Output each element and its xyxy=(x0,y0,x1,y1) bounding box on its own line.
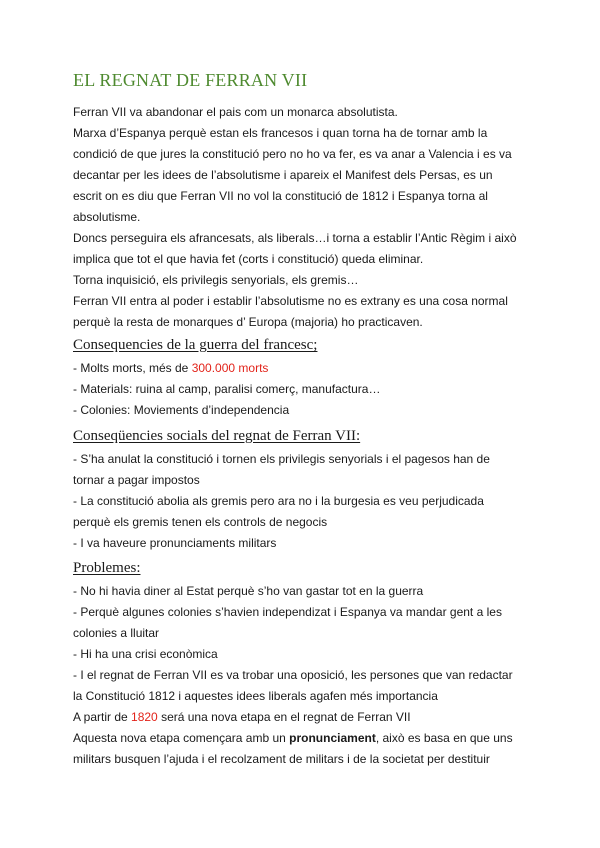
list-item: - No hi havia diner al Estat perquè s’ho van gastar tot en la guerra xyxy=(73,584,424,598)
intro-line: escrit on es diu que Ferran VII no vol la constitució de 1812 i Espanya torna al xyxy=(73,189,488,203)
list-item xyxy=(73,358,553,379)
intro-line: Ferran VII entra al poder i establir l’absolutisme no es extrany es una cosa normal xyxy=(73,294,508,308)
list-item: perquè els gremis tenen els controls de negocis xyxy=(73,515,328,529)
paragraph-line xyxy=(73,707,553,728)
intro-line: absolutisme. xyxy=(73,210,141,224)
list-item: - Materials: ruina al camp, paralisi comerç, manufactura… xyxy=(73,382,381,396)
section-heading-problems: Problemes: xyxy=(73,560,141,576)
intro-line: Marxa d’Espanya perquè estan els francesos i quan torna ha de tornar amb la xyxy=(73,126,488,140)
intro-line: Doncs perseguira els afrancesats, als liberals…i torna a establir l’Antic Règim i això xyxy=(73,231,517,245)
section-heading-social: Conseqüencies socials del regnat de Ferran VII: xyxy=(73,428,361,444)
list-item: - I el regnat de Ferran VII es va trobar una oposició, les persones que van redactar xyxy=(73,668,513,682)
line-text: A partir de xyxy=(73,710,132,724)
section-heading-consequences: Consequencies de la guerra del francesc; xyxy=(73,337,318,353)
paragraph-line xyxy=(73,728,553,749)
highlight-year: 1820 xyxy=(131,710,158,724)
consequences-list xyxy=(73,358,553,421)
list-item: - Colonies: Moviements d’independencia xyxy=(73,403,290,417)
list-item: - Hi ha una crisi econòmica xyxy=(73,647,218,661)
social-list xyxy=(73,449,553,554)
list-item-text: - Molts morts, més de xyxy=(73,361,192,375)
list-item: - I va haveure pronunciaments militars xyxy=(73,536,277,550)
line-text: será una nova etapa en el regnat de Ferran VII xyxy=(157,710,411,724)
intro-line: decantar per les idees de l’absolutisme i apareix el Manifest dels Persas, es un xyxy=(73,168,493,182)
list-item: - S’ha anulat la constitució i tornen els privilegis senyorials i el pagesos han de xyxy=(73,452,490,466)
list-item: la Constitució 1812 i aquestes idees liberals agafen més importancia xyxy=(73,689,438,703)
line-text: , això es basa en que uns xyxy=(375,731,513,745)
list-item: - Perquè algunes colonies s’havien independizat i Espanya va mandar gent a les xyxy=(73,605,502,619)
list-item: tornar a pagar impostos xyxy=(73,473,200,487)
bold-term: pronunciament xyxy=(289,731,376,745)
intro-line: Torna inquisició, els privilegis senyorials, els gremis… xyxy=(73,273,359,287)
intro-line: Ferran VII va abandonar el pais com un monarca absolutista. xyxy=(73,105,398,119)
highlight-deaths: 300.000 morts xyxy=(191,361,269,375)
intro-paragraph xyxy=(73,102,553,333)
line-text: Aquesta nova etapa començara amb un xyxy=(73,731,290,745)
intro-line: implica que tot el que havia fet (corts i constitució) queda eliminar. xyxy=(73,252,424,266)
paragraph-line: militars busquen l’ajuda i el recolzament de militars i de la societat per destituir xyxy=(73,752,490,766)
document-title: EL REGNAT DE FERRAN VII xyxy=(73,70,308,90)
intro-line: condició de que jures la constitució pero no ho va fer, es va anar a Valencia i es va xyxy=(73,147,512,161)
problems-list xyxy=(73,581,553,770)
list-item: - La constitució abolia als gremis pero ara no i la burgesia es veu perjudicada xyxy=(73,494,484,508)
intro-line: perquè la resta de monarques d’ Europa (majoria) ho practicaven. xyxy=(73,315,423,329)
list-item: colonies a lluitar xyxy=(73,626,160,640)
